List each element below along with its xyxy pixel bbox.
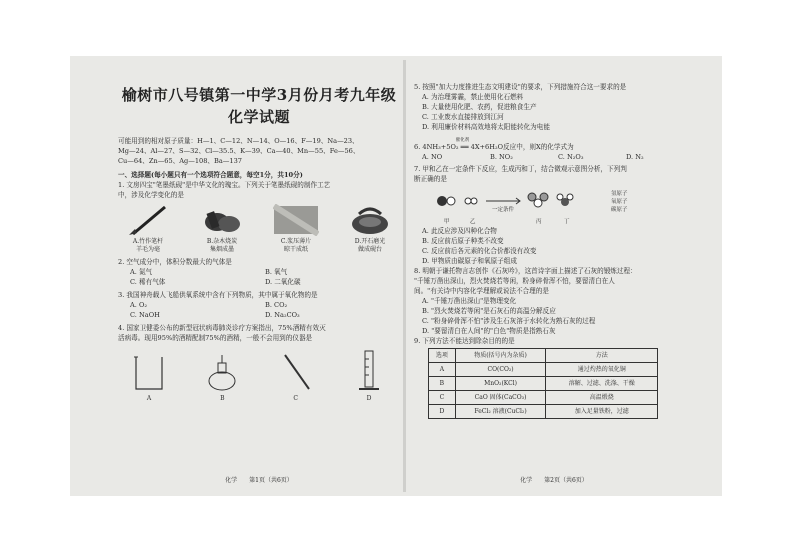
equipment-label: D	[366, 395, 372, 402]
alcohol-lamp-icon	[197, 349, 247, 393]
question-9: 9. 下列方法不能达到除杂目的的是	[414, 337, 515, 345]
option-text: 竹作笔杆	[139, 238, 164, 245]
paper-sheet-icon	[273, 204, 319, 236]
option-image-c	[266, 204, 326, 254]
table-header-cell: 选项	[429, 349, 456, 363]
exam-subtitle: 化学试题	[227, 108, 290, 126]
reaction-condition: 一定条件	[492, 207, 515, 213]
question-3: 3. 我国神舟载人飞船供氧系统中含有下列物质，其中属于氧化物的是	[118, 291, 318, 299]
option-letter: C.	[280, 238, 288, 245]
atomic-masses-line-2: Mg—24、Al—27、S—32、Cl—35.5、K—39、Ca—40、Mn—55、Fe—56、	[118, 147, 360, 155]
question-5-option-d[interactable]: D. 利用廉价材料高效地将太阳能转化为电能	[422, 123, 550, 131]
left-page	[118, 60, 400, 492]
question-3-options	[118, 300, 400, 310]
option-a[interactable]: A. 氮气	[130, 268, 153, 276]
option-c[interactable]: C. N₂O₃	[558, 153, 584, 161]
question-6	[414, 136, 694, 152]
question-7-option-a[interactable]: A. 此反应涉及四种化合物	[422, 227, 497, 235]
table-cell: C	[429, 391, 456, 405]
question-4-line-2: 活病毒。现用95%的酒精配制75%的酒精，一般不会用到的仪器是	[118, 334, 313, 342]
option-b[interactable]: B. 氧气	[265, 268, 288, 276]
question-1-line-1: 1. 文房四宝"笔墨纸砚"是中华文化的瑰宝。下列关于笔墨纸砚的制作工艺	[118, 181, 331, 189]
molecular-diagram	[428, 187, 608, 217]
option-b[interactable]: B. CO₂	[265, 301, 288, 309]
question-3-options-row-2	[118, 310, 400, 320]
question-8-line-2: "千锤万凿出深山，烈火焚烧若等闲，粉身碎骨浑不怕，要留清白在人	[414, 277, 615, 285]
impurity-removal-table	[428, 348, 658, 419]
table-header-cell: 物质(括号内为杂质)	[455, 349, 546, 363]
option-text: 集烟成墨	[209, 246, 234, 253]
equipment-c	[271, 349, 321, 403]
section-heading: 一、选择题(每小题只有一个选项符合题意，每空1分，共10分)	[118, 171, 303, 179]
question-8-option-d[interactable]: D. "要留清白在人间"的"白色"物质是指熟石灰	[422, 327, 556, 335]
table-cell: D	[429, 405, 456, 419]
option-image-d	[340, 204, 400, 254]
label-jia: 甲	[444, 219, 450, 225]
question-7-option-d[interactable]: D. 甲物质由碳原子和氧原子组成	[422, 257, 517, 265]
graduated-cylinder-icon	[344, 349, 394, 393]
question-7-line-1: 7. 甲和乙在一定条件下反应，生成丙和丁，结合微观示意图分析，下列判	[414, 165, 627, 173]
equipment-b	[197, 349, 247, 403]
table-row	[429, 363, 658, 377]
question-8-line-3: 间。"有关诗中内容化学理解或说法不合理的是	[414, 287, 549, 295]
question-7-line-2: 断正确的是	[414, 175, 447, 183]
question-4-equipment	[118, 349, 400, 403]
option-text: 浆压薄片	[287, 238, 312, 245]
question-7-option-c[interactable]: C. 反应前后各元素的化合价都没有改变	[422, 247, 537, 255]
table-cell: CO(CO₂)	[455, 363, 546, 377]
brush-icon	[125, 204, 171, 236]
question-5-option-b[interactable]: B. 大量使用化肥、农药，促进粮食生产	[422, 103, 537, 111]
question-8-option-a[interactable]: A. "千锤万凿出深山"是物理变化	[422, 297, 517, 305]
equipment-label: B	[220, 395, 225, 402]
exam-title: 榆树市八号镇第一中学3月份月考九年级	[121, 86, 397, 104]
reaction-condition: 催化剂	[455, 138, 470, 143]
question-8-option-c[interactable]: C. "粉身碎骨浑不怕"涉及生石灰溶于水转化为熟石灰的过程	[422, 317, 596, 325]
equipment-label: C	[293, 395, 298, 402]
option-letter: D.	[354, 238, 362, 245]
option-d[interactable]: D. 二氧化碳	[265, 278, 301, 286]
option-text: 做成砚台	[357, 246, 382, 253]
table-cell: MnO₂(KCl)	[455, 377, 546, 391]
atomic-masses-line-3: Cu—64、Zn—65、Ag—108、Ba—137	[118, 157, 242, 165]
question-6-options	[414, 152, 694, 162]
legend-hydrogen: 氢原子	[611, 191, 628, 197]
label-bing: 丙	[536, 219, 542, 225]
question-2-options-row-2	[118, 277, 400, 287]
question-6-text: 6. 4NH₃+5O₂ ══ 4X+6H₂O反应中，则X的化学式为	[414, 143, 574, 151]
glass-rod-icon	[271, 349, 321, 393]
legend	[611, 190, 628, 214]
table-cell: 加入足量铁粉，过滤	[546, 405, 658, 419]
question-2-options	[118, 267, 400, 277]
equipment-label: A	[146, 395, 152, 402]
option-c[interactable]: C. 稀有气体	[130, 278, 166, 286]
table-cell: B	[429, 377, 456, 391]
question-1-images	[118, 204, 400, 254]
table-row	[429, 391, 658, 405]
question-5-option-c[interactable]: C. 工业废水直接排放到江河	[422, 113, 504, 121]
question-8-line-1: 8. 明朝于谦托物言志创作《石灰吟》，这首诗字面上描述了石灰的锻炼过程：	[414, 267, 637, 275]
equipment-d	[344, 349, 394, 403]
table-header-row	[429, 349, 658, 363]
option-text: 杂木烧炭	[213, 238, 238, 245]
inkstone-icon	[347, 204, 393, 236]
option-letter: A.	[132, 238, 140, 245]
legend-oxygen: 氧原子	[611, 199, 628, 205]
label-yi: 乙	[470, 219, 476, 225]
page-footer: 化学 第1页（共6页）	[225, 477, 293, 484]
option-letter: B.	[206, 238, 214, 245]
table-cell: 高温煅烧	[546, 391, 658, 405]
equipment-a	[124, 349, 174, 403]
question-5-option-a[interactable]: A. 为治理雾霾，禁止使用化石燃料	[422, 93, 524, 101]
ink-stick-icon	[199, 204, 245, 236]
option-image-b	[192, 204, 252, 254]
table-row	[429, 377, 658, 391]
legend-carbon: 碳原子	[611, 207, 628, 213]
option-d[interactable]: D. N₂	[626, 153, 644, 161]
option-text: 晾干成纸	[283, 246, 308, 253]
question-8-option-b[interactable]: B. "烈火焚烧若等闲"是石灰石的高温分解反应	[422, 307, 556, 315]
option-d[interactable]: D. Na₂CO₃	[265, 311, 300, 319]
table-cell: 溶解、过滤、洗涤、干燥	[546, 377, 658, 391]
question-7-option-b[interactable]: B. 反应前后原子种类不改变	[422, 237, 504, 245]
option-b[interactable]: B. NO₂	[490, 153, 513, 161]
table-cell: 通过灼热的氧化铜	[546, 363, 658, 377]
page-fold-divider	[403, 60, 406, 492]
question-2: 2. 空气成分中，体积分数最大的气体是	[118, 258, 232, 266]
question-5: 5. 按照"加大力度推进生态文明建设"的要求，下列措施符合这一要求的是	[414, 83, 627, 91]
table-row	[429, 405, 658, 419]
question-4-line-1: 4. 国家卫健委公布的新型冠状病毒肺炎诊疗方案指出，75%酒精有效灭	[118, 324, 326, 332]
question-1-line-2: 中，涉及化学变化的是	[118, 191, 184, 199]
page-footer: 化学 第2页（共6页）	[520, 477, 588, 484]
table-cell: A	[429, 363, 456, 377]
table-cell: CaO 固体(CaCO₃)	[455, 391, 546, 405]
option-image-a	[118, 204, 178, 254]
option-a[interactable]: A. O₂	[130, 301, 148, 309]
atomic-masses-line-1: 可能用到的相对原子质量：H—1、C—12、N—14、O—16、F—19、Na—23、	[118, 137, 359, 145]
right-page	[414, 60, 694, 492]
option-text: 开石磨光	[361, 238, 386, 245]
option-text: 羊毛为毫	[135, 246, 160, 253]
table-cell: FeCl₂ 溶液(CuCl₂)	[455, 405, 546, 419]
table-header-cell: 方法	[546, 349, 658, 363]
beaker-icon	[124, 349, 174, 393]
reaction-diagram	[428, 187, 694, 217]
option-a[interactable]: A. NO	[422, 153, 443, 161]
label-ding: 丁	[564, 219, 570, 225]
option-c[interactable]: C. NaOH	[130, 311, 160, 319]
